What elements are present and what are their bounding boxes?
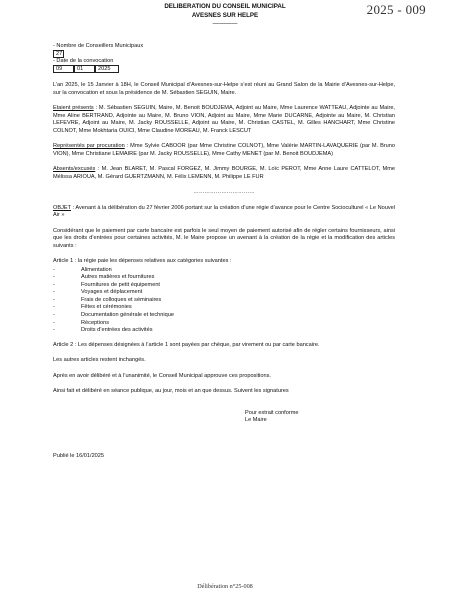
list-item: - Frais de colloques et séminaires bbox=[53, 296, 162, 303]
presents-list: : M. Sébastien SEGUIN, Maire, M. Benoit BOUDJEMA, Adjoint au Maire, Mme Laurence WATTEAU, Adjointe au Maire, Mme Aline BERTRAND, Adjointe au Maire, M. Bruno VION, Adjoint au Maire, Mme Marie DUCARNE, Adjointe au Maire, M. Christian LEFEVRE, Adjoint au Maire, M. Jacky ROUSSELLE, Adjoint au Maire, M. Christian CASTEL, M. Gilles HANCHART, Mme Christine COLNOT, Mme Mokhtaria OUICI, Mme Claudine MOREAU, M. Franck LESCUT bbox=[53, 105, 395, 134]
list-item: - Droits d’entrées des activités bbox=[53, 327, 153, 334]
considering-paragraph: Considérant que le paiement par carte bancaire est parfois le seul moyen de paiement autorisé afin de régler certains fournisseurs, ainsi que les droits d’entrées pour certaines activités, M. le Maire propose un avenant à la création de la régie et la modification des articles suivants : bbox=[53, 227, 395, 249]
header-rule: ———— bbox=[212, 20, 238, 27]
approval-paragraph: Après en avoir délibéré et à l’unanimité, le Conseil Municipal approuve ces propositions. bbox=[53, 372, 271, 379]
proxies-paragraph bbox=[53, 143, 395, 158]
other-articles-paragraph: Les autres articles restent inchangés. bbox=[53, 357, 146, 364]
list-item: - Fournitures de petit équipement bbox=[53, 281, 160, 288]
expense-category-list bbox=[53, 267, 395, 335]
absents-paragraph bbox=[53, 166, 395, 181]
list-item: - Voyages et déplacement bbox=[53, 289, 143, 296]
convocation-date bbox=[53, 65, 143, 73]
signature-line1: Pour extrait conforme bbox=[245, 409, 299, 416]
list-item: - Réceptions bbox=[53, 319, 109, 326]
councillors-count: 27 bbox=[53, 50, 64, 58]
presents-label: Etaient présents bbox=[53, 105, 94, 111]
article2-paragraph: Article 2 : Les dépenses désignées à l’article 1 sont payées par chèque, par virement ou par carte bancaire. bbox=[53, 341, 320, 348]
document-number: 2025 - 009 bbox=[366, 2, 426, 17]
convocation-month: 01 bbox=[74, 65, 95, 73]
object-label: OBJET bbox=[53, 204, 71, 211]
list-item: - Alimentation bbox=[53, 266, 112, 273]
object-text: : Avenant à la délibération du 27 février 2006 portant sur la création d’une régie d’avance pour le Centre Socioculturel « Le Nouvel Air » bbox=[53, 204, 395, 218]
done-paragraph: Ainsi fait et délibéré en séance publique, au jour, mois et an que dessus. Suivent les signatures bbox=[53, 388, 289, 395]
councillors-label: - Nombre de Conseillers Municipaux bbox=[53, 43, 144, 49]
header-title: DELIBERATION DU CONSEIL MUNICIPAL bbox=[164, 3, 286, 10]
document-body bbox=[53, 82, 395, 460]
presents-paragraph bbox=[53, 105, 395, 135]
proxies-label: Représentés par procuration bbox=[53, 143, 125, 149]
object-paragraph bbox=[53, 205, 395, 220]
page-footer: Délibération n°25-008 bbox=[197, 583, 253, 590]
intro-paragraph: L’an 2025, le 15 Janvier à 18H, le Conseil Municipal d’Avesnes-sur-Helpe s’est réuni au Grand Salon de la Mairie d’Avesnes-sur-Helpe, sur la convocation et sous la présidence de M. Sébastien SEGUIN, Maire. bbox=[53, 82, 395, 96]
absents-list: : M. Jean BLARET, M. Pascal FORGEZ, M. Jimmy BOURGE, M. Loïc PEROT, Mme Anne Laure CATTELOT, Mme Mélissa ARIOUA, M. Gérard GUERTZMANN, M. Félix LEMENN, M. Philippe LE FUR bbox=[53, 166, 395, 180]
signature-line2: Le Maire bbox=[245, 417, 267, 424]
document-header bbox=[0, 3, 450, 29]
convocation-label: - Date de la convocation bbox=[53, 58, 114, 64]
list-item: - Documentation générale et technique bbox=[53, 312, 174, 319]
publication-date: Publié le 16/01/2025 bbox=[53, 452, 105, 459]
proxies-list: : Mme Sylvie CABOOR (par Mme Christine COLNOT), Mme Valérie MARTIN-LAVAQUERIE (par M. Bruno VION), Mme Christiane LEMAIRE (par M. Jacky ROUSSELLE), Mme Cathy MENET (par M. Benoit BOUDJEMA) bbox=[53, 143, 395, 157]
signature-block bbox=[245, 410, 395, 425]
list-item: - Fêtes et cérémonies bbox=[53, 304, 132, 311]
header-commune: AVESNES SUR HELPE bbox=[191, 11, 259, 19]
article1-intro: Article 1 : la régie paie les dépenses relatives aux catégories suivantes : bbox=[53, 258, 232, 264]
convocation-year: 2025 bbox=[95, 65, 119, 73]
absents-label: Absents/excusés bbox=[53, 166, 96, 172]
separator-dots: …………………………… bbox=[193, 189, 255, 195]
list-item: - Autres matières et fournitures bbox=[53, 274, 155, 281]
meeting-metadata bbox=[53, 43, 143, 73]
convocation-day: 09 bbox=[53, 65, 74, 73]
